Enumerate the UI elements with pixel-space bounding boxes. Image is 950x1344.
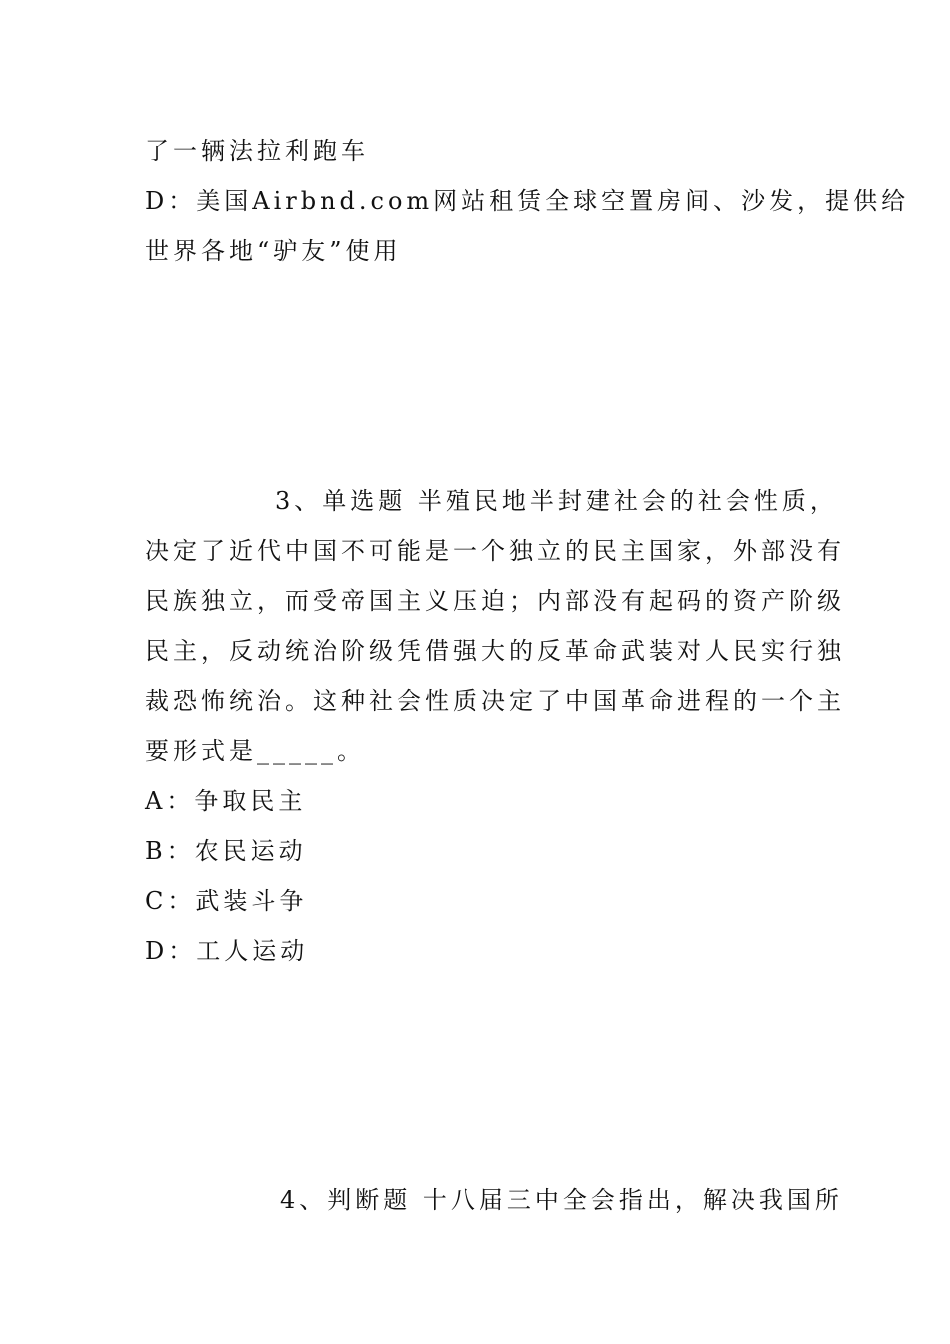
question-3-line-5: 裁恐怖统治。这种社会性质决定了中国革命进程的一个主 bbox=[145, 687, 845, 715]
carryover-line-3: 世界各地“驴友”使用 bbox=[145, 237, 402, 265]
question-3-line-3: 民族独立，而受帝国主义压迫；内部没有起码的资产阶级 bbox=[145, 587, 845, 615]
carryover-line-1: 了一辆法拉利跑车 bbox=[145, 137, 369, 165]
question-3-line-4: 民主，反动统治阶级凭借强大的反革命武装对人民实行独 bbox=[145, 637, 845, 665]
question-3-line-2: 决定了近代中国不可能是一个独立的民主国家，外部没有 bbox=[145, 537, 845, 565]
question-3-option-d: D：工人运动 bbox=[145, 937, 309, 965]
question-3-line-1: 3、单选题 半殖民地半封建社会的社会性质， bbox=[275, 487, 838, 515]
question-3-line-6: 要形式是_____。 bbox=[145, 737, 365, 765]
question-3-option-a: A：争取民主 bbox=[145, 787, 307, 815]
carryover-line-2: D：美国Airbnd.com网站租赁全球空置房间、沙发，提供给 bbox=[145, 187, 910, 215]
question-4-line-1: 4、判断题 十八届三中全会指出，解决我国所 bbox=[280, 1186, 843, 1214]
question-3-option-c: C：武装斗争 bbox=[145, 887, 308, 915]
question-3-option-b: B：农民运动 bbox=[145, 837, 307, 865]
